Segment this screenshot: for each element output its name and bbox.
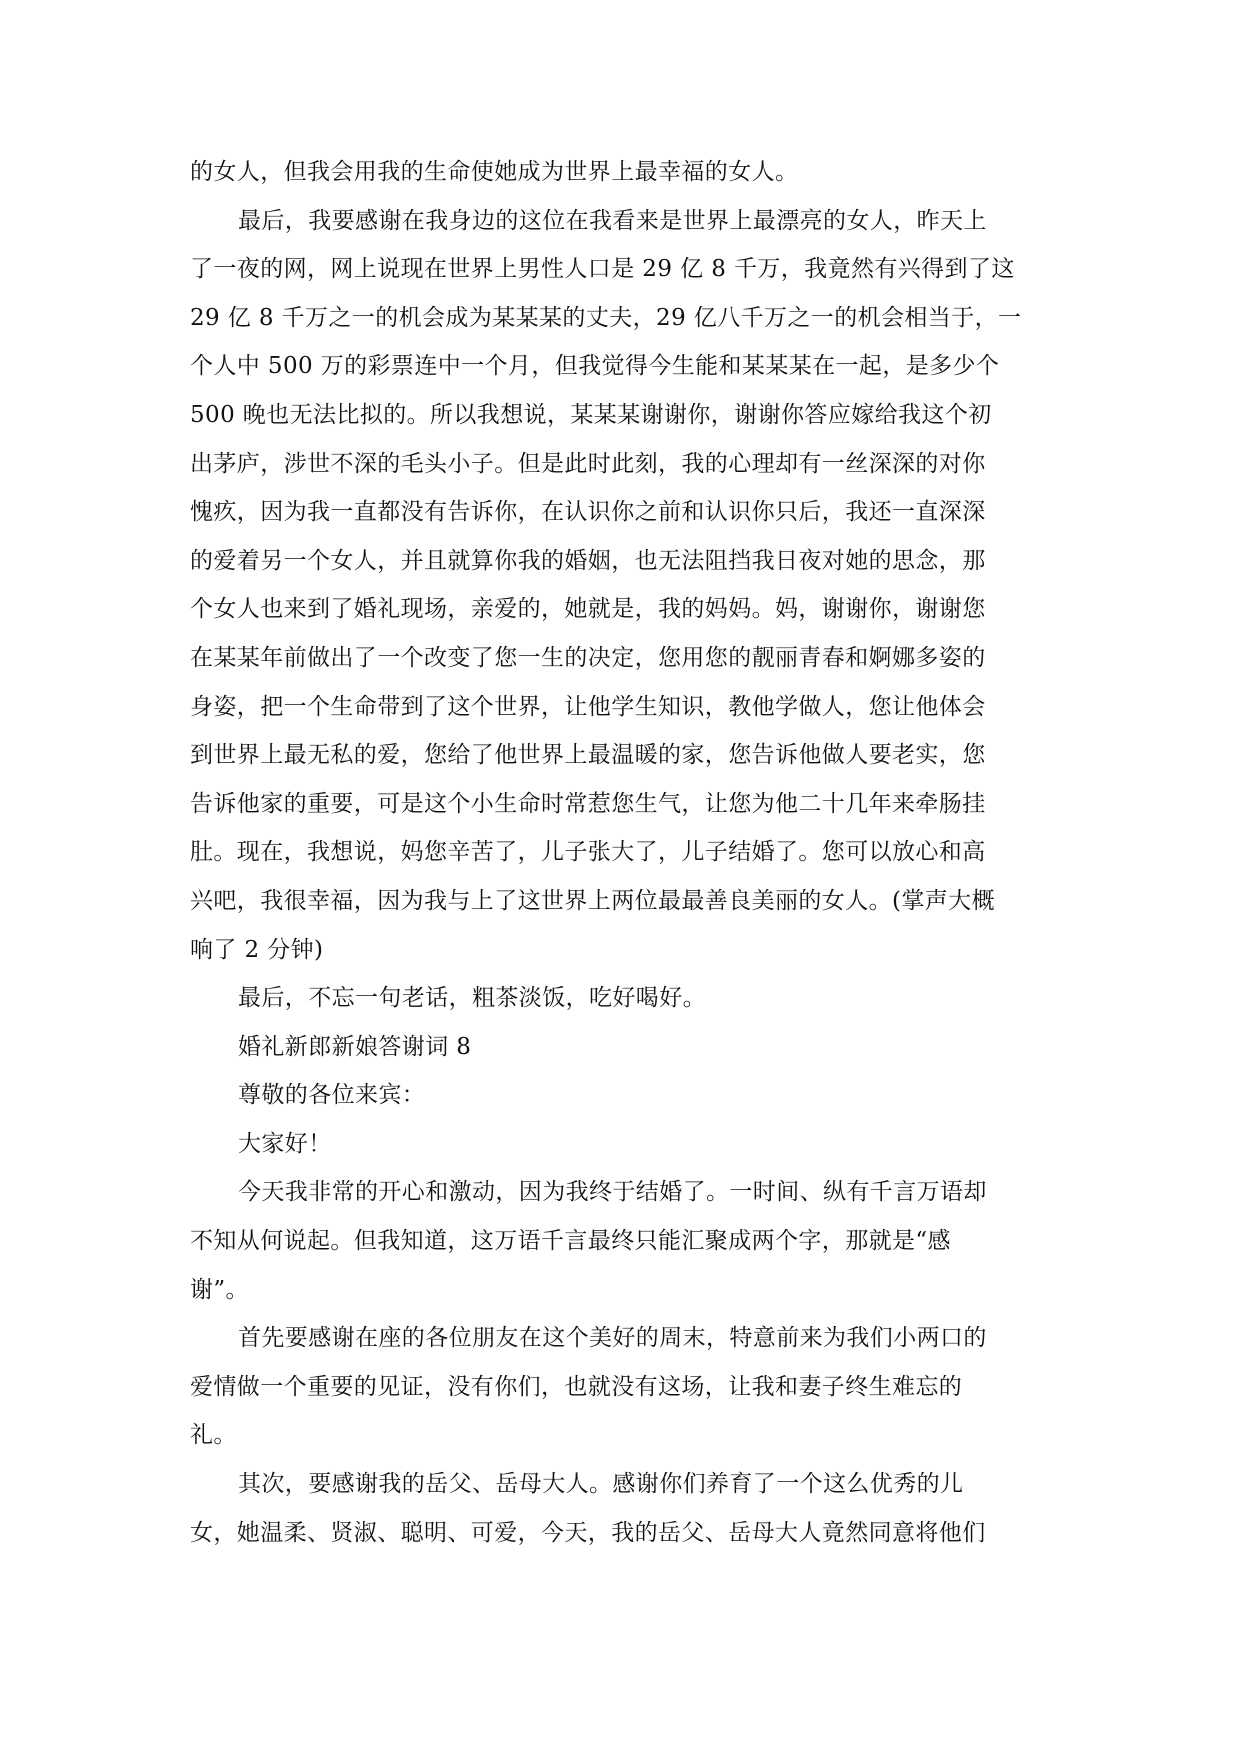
text-line: 身姿，把一个生命带到了这个世界，让他学生知识，教他学做人，您让他体会 (190, 693, 986, 720)
text-line: 最后，不忘一句老话，粗茶淡饭，吃好喝好。 (238, 985, 706, 1012)
text-line: 个人中 500 万的彩票连中一个月，但我觉得今生能和某某某在一起，是多少个 (190, 353, 1000, 380)
text-line: 响了 2 分钟) (190, 936, 324, 963)
text-line: 首先要感谢在座的各位朋友在这个美好的周末，特意前来为我们小两口的 (238, 1325, 987, 1352)
text-line: 尊敬的各位来宾： (238, 1082, 426, 1109)
text-line: 女，她温柔、贤淑、聪明、可爱，今天，我的岳父、岳母大人竟然同意将他们 (190, 1519, 986, 1546)
text-line: 29 亿 8 千万之一的机会成为某某某的丈夫，29 亿八千万之一的机会相当于，一 (190, 304, 1022, 331)
text-line: 愧疚，因为我一直都没有告诉你，在认识你之前和认识你只后，我还一直深深 (190, 499, 986, 526)
text-line: 不知从何说起。但我知道，这万语千言最终只能汇聚成两个字，那就是“感 (190, 1228, 951, 1255)
text-line: 今天我非常的开心和激动，因为我终于结婚了。一时间、纵有千言万语却 (238, 1179, 987, 1206)
text-line: 的女人，但我会用我的生命使她成为世界上最幸福的女人。 (190, 159, 799, 185)
text-line: 的爱着另一个女人，并且就算你我的婚姻，也无法阻挡我日夜对她的思念，那 (190, 547, 986, 574)
text-line: 出茅庐，涉世不深的毛头小子。但是此时此刻，我的心理却有一丝深深的对你 (190, 450, 986, 477)
text-line: 肚。现在，我想说，妈您辛苦了，儿子张大了，儿子结婚了。您可以放心和高 (190, 839, 986, 866)
text-line: 其次，要感谢我的岳父、岳母大人。感谢你们养育了一个这么优秀的儿 (238, 1471, 964, 1498)
text-line: 了一夜的网，网上说现在世界上男性人口是 29 亿 8 千万，我竟然有兴得到了这 (190, 256, 1015, 283)
text-line: 500 晚也无法比拟的。所以我想说，某某某谢谢你，谢谢你答应嫁给我这个初 (190, 401, 992, 428)
text-line: 婚礼新郎新娘答谢词 8 (238, 1033, 472, 1060)
text-line: 告诉他家的重要，可是这个小生命时常惹您生气，让您为他二十几年来牵肠挂 (190, 790, 986, 817)
text-line: 在某某年前做出了一个改变了您一生的决定，您用您的靓丽青春和婀娜多姿的 (190, 644, 986, 671)
document-page (190, 148, 1050, 1557)
text-line: 个女人也来到了婚礼现场，亲爱的，她就是，我的妈妈。妈，谢谢你，谢谢您 (190, 596, 986, 623)
text-line: 谢”。 (190, 1276, 249, 1303)
text-line: 爱情做一个重要的见证，没有你们，也就没有这场，让我和妻子终生难忘的 (190, 1373, 963, 1400)
text-line: 兴吧，我很幸福，因为我与上了这世界上两位最最善良美丽的女人。(掌声大概 (190, 887, 995, 914)
text-line: 礼。 (190, 1422, 237, 1449)
text-line: 大家好！ (238, 1130, 332, 1157)
text-line: 最后，我要感谢在我身边的这位在我看来是世界上最漂亮的女人，昨天上 (238, 207, 987, 234)
text-line: 到世界上最无私的爱，您给了他世界上最温暖的家，您告诉他做人要老实，您 (190, 742, 986, 769)
